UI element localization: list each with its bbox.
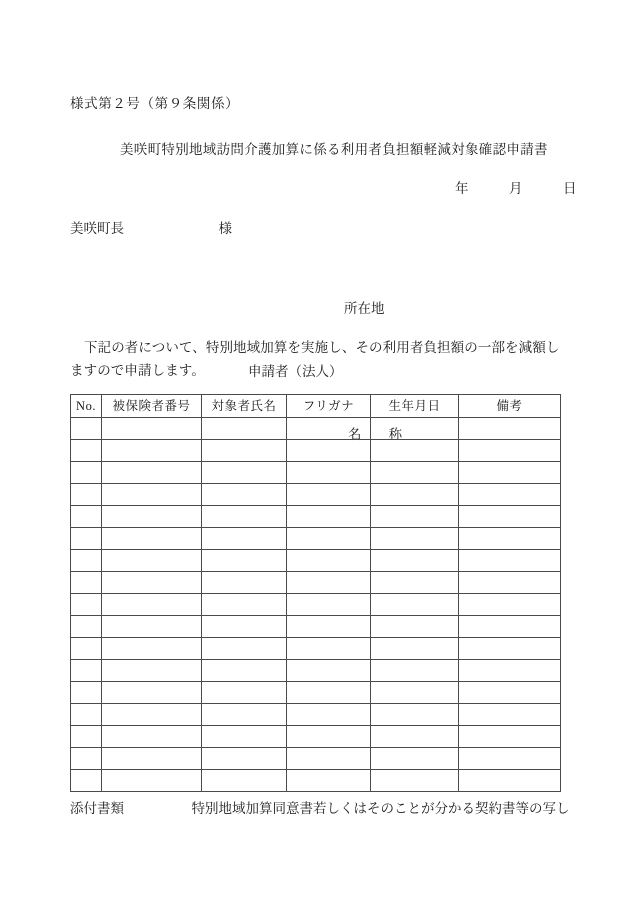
table-cell[interactable] <box>371 616 459 638</box>
attachment-label: 添付書類 <box>70 801 124 816</box>
table-cell[interactable] <box>459 528 561 550</box>
table-cell[interactable] <box>371 506 459 528</box>
column-header-furigana: フリガナ <box>287 395 371 418</box>
table-row <box>71 726 561 748</box>
table-cell[interactable] <box>71 704 102 726</box>
table-cell[interactable] <box>202 770 287 792</box>
table-cell[interactable] <box>287 594 371 616</box>
table-cell[interactable] <box>71 528 102 550</box>
table-cell[interactable] <box>102 770 202 792</box>
table-cell[interactable] <box>371 484 459 506</box>
table-row <box>71 704 561 726</box>
table-cell[interactable] <box>371 770 459 792</box>
table-cell[interactable] <box>371 462 459 484</box>
table-cell[interactable] <box>71 440 102 462</box>
table-row <box>71 462 561 484</box>
table-cell[interactable] <box>371 748 459 770</box>
table-row <box>71 440 561 462</box>
table-cell[interactable] <box>459 594 561 616</box>
table-cell[interactable] <box>202 748 287 770</box>
table-cell[interactable] <box>102 638 202 660</box>
column-header-birthdate: 生年月日 <box>371 395 459 418</box>
table-cell[interactable] <box>459 418 561 440</box>
table-cell[interactable] <box>71 660 102 682</box>
table-cell[interactable] <box>71 594 102 616</box>
table-cell[interactable] <box>202 704 287 726</box>
table-row <box>71 616 561 638</box>
table-cell[interactable] <box>102 748 202 770</box>
table-cell[interactable] <box>459 484 561 506</box>
table-cell[interactable] <box>287 660 371 682</box>
table-cell[interactable] <box>102 660 202 682</box>
addressee-line: 美咲町長 様 <box>70 221 232 236</box>
table-row <box>71 770 561 792</box>
table-cell[interactable] <box>71 418 102 440</box>
table-cell[interactable] <box>459 462 561 484</box>
table-cell[interactable] <box>71 462 102 484</box>
applicant-entity-label: 申請者（法人） <box>248 364 343 379</box>
table-cell[interactable] <box>287 418 371 440</box>
table-cell[interactable] <box>102 616 202 638</box>
table-row <box>71 660 561 682</box>
table-cell[interactable] <box>202 638 287 660</box>
table-cell[interactable] <box>459 638 561 660</box>
table-row <box>71 484 561 506</box>
table-cell[interactable] <box>71 572 102 594</box>
applicant-name-label: 名 称 <box>348 427 402 442</box>
table-cell[interactable] <box>459 550 561 572</box>
table-cell[interactable] <box>71 682 102 704</box>
table-cell[interactable] <box>287 484 371 506</box>
form-number: 様式第２号（第９条関係） <box>70 96 240 111</box>
table-cell[interactable] <box>202 484 287 506</box>
table-cell[interactable] <box>287 528 371 550</box>
table-cell[interactable] <box>71 748 102 770</box>
table-cell[interactable] <box>102 550 202 572</box>
table-cell[interactable] <box>202 572 287 594</box>
document-title: 美咲町特別地域訪問介護加算に係る利用者負担額軽減対象確認申請書 <box>120 142 548 157</box>
table-cell[interactable] <box>287 704 371 726</box>
applicants-table-body <box>71 418 561 792</box>
applicant-location-label: 所在地 <box>344 301 385 316</box>
table-cell[interactable] <box>102 462 202 484</box>
table-cell[interactable] <box>371 682 459 704</box>
table-row <box>71 572 561 594</box>
table-cell[interactable] <box>102 572 202 594</box>
table-cell[interactable] <box>202 594 287 616</box>
table-row <box>71 594 561 616</box>
table-cell[interactable] <box>287 726 371 748</box>
table-cell[interactable] <box>202 418 287 440</box>
table-row <box>71 550 561 572</box>
table-cell[interactable] <box>371 440 459 462</box>
table-cell[interactable] <box>287 770 371 792</box>
table-cell[interactable] <box>71 638 102 660</box>
attachment-note <box>70 797 570 817</box>
table-cell[interactable] <box>287 550 371 572</box>
date-line: 年 月 日 <box>455 181 577 196</box>
attachment-spacer <box>124 801 192 816</box>
table-cell[interactable] <box>459 704 561 726</box>
table-cell[interactable] <box>102 418 202 440</box>
table-cell[interactable] <box>102 440 202 462</box>
table-cell[interactable] <box>287 440 371 462</box>
table-cell[interactable] <box>202 726 287 748</box>
table-cell[interactable] <box>102 704 202 726</box>
table-cell[interactable] <box>287 462 371 484</box>
table-cell[interactable] <box>202 506 287 528</box>
table-cell[interactable] <box>71 726 102 748</box>
table-cell[interactable] <box>202 440 287 462</box>
table-row <box>71 638 561 660</box>
table-cell[interactable] <box>459 726 561 748</box>
body-paragraph: 下記の者について、特別地域加算を実施し、その利用者負担額の一部を減額しますので申請します。 <box>70 340 560 378</box>
table-cell[interactable] <box>202 660 287 682</box>
table-cell[interactable] <box>371 418 459 440</box>
table-row <box>71 748 561 770</box>
applicants-table <box>70 394 561 792</box>
attachment-text: 特別地域加算同意書若しくはそのことが分かる契約書等の写し <box>191 801 570 816</box>
table-cell[interactable] <box>287 682 371 704</box>
table-cell[interactable] <box>459 506 561 528</box>
table-header-row <box>71 395 561 418</box>
table-cell[interactable] <box>371 528 459 550</box>
table-cell[interactable] <box>102 484 202 506</box>
table-cell[interactable] <box>71 506 102 528</box>
applicants-table-container <box>70 394 560 792</box>
table-cell[interactable] <box>459 572 561 594</box>
table-cell[interactable] <box>371 594 459 616</box>
table-cell[interactable] <box>287 638 371 660</box>
table-cell[interactable] <box>202 616 287 638</box>
table-row <box>71 418 561 440</box>
table-cell[interactable] <box>371 704 459 726</box>
table-cell[interactable] <box>102 528 202 550</box>
table-cell[interactable] <box>202 462 287 484</box>
table-cell[interactable] <box>287 506 371 528</box>
table-cell[interactable] <box>202 550 287 572</box>
table-cell[interactable] <box>102 594 202 616</box>
table-row <box>71 682 561 704</box>
table-cell[interactable] <box>71 616 102 638</box>
table-row <box>71 528 561 550</box>
table-cell[interactable] <box>287 616 371 638</box>
table-cell[interactable] <box>102 682 202 704</box>
table-cell[interactable] <box>102 726 202 748</box>
column-header-remarks: 備考 <box>459 395 561 418</box>
table-cell[interactable] <box>459 660 561 682</box>
column-header-no: No. <box>71 395 102 418</box>
table-cell[interactable] <box>71 484 102 506</box>
table-cell[interactable] <box>459 770 561 792</box>
table-cell[interactable] <box>202 528 287 550</box>
table-cell[interactable] <box>71 770 102 792</box>
table-cell[interactable] <box>371 550 459 572</box>
table-cell[interactable] <box>459 616 561 638</box>
column-header-target-name: 対象者氏名 <box>202 395 287 418</box>
table-cell[interactable] <box>459 748 561 770</box>
table-cell[interactable] <box>371 660 459 682</box>
table-cell[interactable] <box>102 506 202 528</box>
table-cell[interactable] <box>371 726 459 748</box>
table-cell[interactable] <box>371 572 459 594</box>
table-cell[interactable] <box>459 682 561 704</box>
column-header-insurance-number: 被保険者番号 <box>102 395 202 418</box>
table-cell[interactable] <box>371 638 459 660</box>
table-cell[interactable] <box>287 572 371 594</box>
table-cell[interactable] <box>459 440 561 462</box>
table-cell[interactable] <box>202 682 287 704</box>
table-row <box>71 506 561 528</box>
table-cell[interactable] <box>71 550 102 572</box>
table-cell[interactable] <box>287 748 371 770</box>
